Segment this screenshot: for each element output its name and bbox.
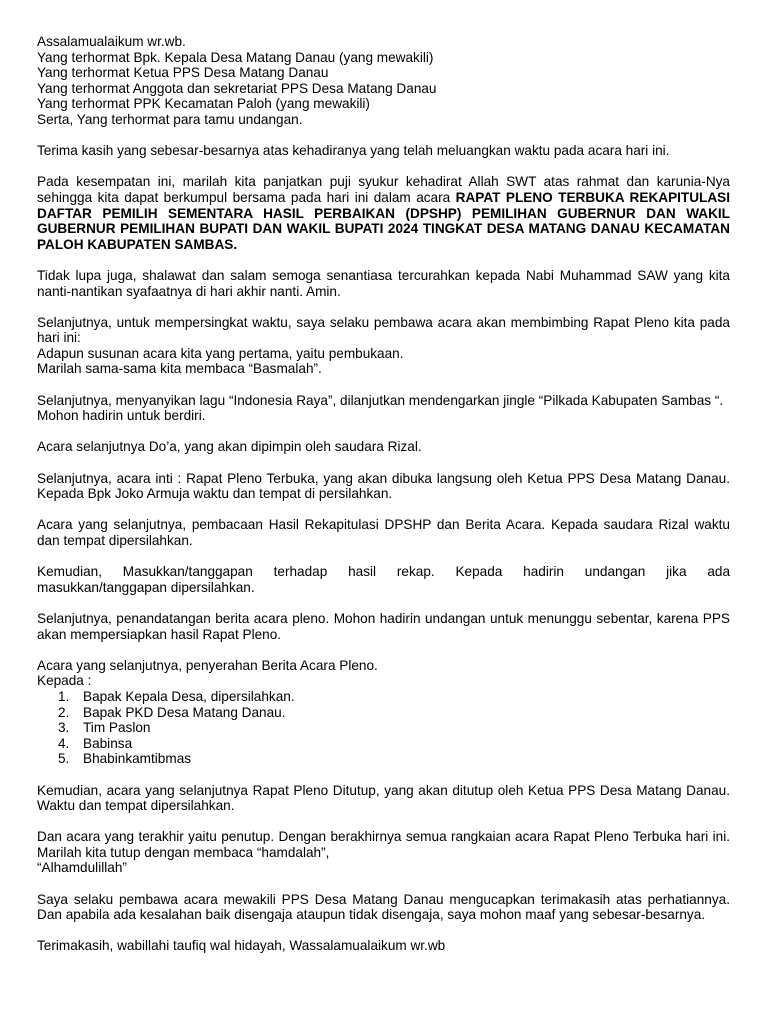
greeting-line: Yang terhormat Bpk. Kepala Desa Matang Danau (yang mewakili) [37, 49, 434, 65]
gratitude-paragraph [37, 174, 730, 252]
greeting-line: Assalamualaikum wr.wb. [37, 34, 186, 49]
opening-intro: Selanjutnya, untuk mempersingkat waktu, saya selaku pembawa acara akan membimbing Rapat Pleno kita pada hari ini: [37, 314, 730, 346]
greeting-line: Yang terhormat Anggota dan sekretariat PPS Desa Matang Danau [37, 80, 437, 96]
alhamdulillah-line: “Alhamdulillah” [37, 860, 127, 876]
closing-paragraph: Dan acara yang terakhir yaitu penutup. Dengan berakhirnya semua rangkaian acara Rapat Pleno Terbuka hari ini. Marilah kita tutup dengan membaca “hamdalah”, [37, 829, 730, 860]
signing-paragraph: Selanjutnya, penandatangan berita acara pleno. Mohon hadirin undangan untuk menunggu sebentar, karena PPS akan mempersiapkan hasil Rapat Pleno. [37, 610, 730, 642]
thanks-paragraph: Terima kasih yang sebesar-besarnya atas kehadiranya yang telah meluangkan waktu pada acara hari ini. [37, 143, 670, 159]
opening-first-item: Adapun susunan acara kita yang pertama, yaitu pembukaan. [37, 345, 404, 361]
apology-paragraph: Saya selaku pembawa acara mewakili PPS Desa Matang Danau mengucapkan terimakasih atas perhatiannya. Dan apabila ada kesalahan baik disengaja ataupun tidak disengaja, saya mohon maaf yang sebesar-besarnya. [37, 891, 730, 923]
feedback-line: masukkan/tanggapan dipersilahkan. [37, 579, 255, 595]
recipient-list [37, 689, 730, 767]
list-number: 2. [58, 704, 70, 720]
reading-paragraph: Acara yang selanjutnya, pembacaan Hasil Rekapitulasi DPSHP dan Berita Acara. Kepada saudara Rizal waktu dan tempat dipersilahkan. [37, 517, 730, 548]
list-item [58, 704, 730, 721]
list-item [58, 751, 730, 767]
feedback-paragraph [37, 564, 730, 595]
farewell-paragraph: Terimakasih, wabillahi taufiq wal hidayah, Wassalamualaikum wr.wb [37, 938, 446, 954]
greeting-line: Serta, Yang terhormat para tamu undangan. [37, 111, 303, 127]
greeting-line: Yang terhormat Ketua PPS Desa Matang Danau [37, 65, 329, 81]
list-number: 1. [58, 688, 70, 704]
list-text: Bapak PKD Desa Matang Danau. [83, 704, 286, 720]
list-text: Tim Paslon [83, 720, 151, 736]
list-item [58, 720, 730, 736]
anthem-paragraph: Selanjutnya, menyanyikan lagu “Indonesia Raya”, dilanjutkan mendengarkan jingle “Pilkada Kabupaten Sambas “. [37, 392, 724, 408]
gratitude-text: Pada kesempatan ini, marilah kita panjatkan puji syukur kehadirat Allah SWT atas rahmat dan karunia-Nya sehingga kita dapat berkumpul bersama pada hari ini dalam acara [37, 174, 730, 205]
handover-kepada: Kepada : [37, 673, 92, 689]
list-number: 5. [58, 751, 70, 767]
handover-intro: Acara yang selanjutnya, penyerahan Berita Acara Pleno. [37, 657, 378, 673]
list-text: Bapak Kepala Desa, dipersilahkan. [83, 688, 295, 704]
closing-pleno-paragraph: Kemudian, acara yang selanjutnya Rapat Pleno Ditutup, yang akan ditutup oleh Ketua PPS Desa Matang Danau. Waktu dan tempat dipersilahkan. [37, 782, 730, 814]
list-number: 3. [58, 720, 70, 736]
shalawat-paragraph: Tidak lupa juga, shalawat dan salam semoga senantiasa tercurahkan kepada Nabi Muhammad SAW yang kita nanti-nantikan syafaatnya di hari akhir nanti. Amin. [37, 267, 730, 299]
list-text: Babinsa [83, 735, 133, 751]
feedback-line: Kemudian, Masukkan/tanggapan terhadap hasil rekap. Kepada hadirin undangan jika ada [37, 564, 730, 580]
list-text: Bhabinkamtibmas [83, 751, 192, 767]
list-item [58, 735, 730, 752]
core-event-paragraph: Selanjutnya, acara inti : Rapat Pleno Terbuka, yang akan dibuka langsung oleh Ketua PPS Desa Matang Danau. Kepada Bpk Joko Armuja waktu dan tempat di persilahkan. [37, 470, 730, 502]
basmalah-instruction: Marilah sama-sama kita membaca “Basmalah”. [37, 361, 322, 377]
list-number: 4. [58, 735, 70, 751]
event-title: RAPAT PLENO TERBUKA REKAPITULASI DAFTAR PEMILIH SEMENTARA HASIL PERBAIKAN (DPSHP) PEMILIHAN GUBERNUR DAN WAKIL GUBERNUR PEMILIHAN BUPATI DAN WAKIL BUPATI 2024 TINGKAT DESA MATANG DANAU KECAMATAN PALOH KABUPATEN SAMBAS. [37, 189, 731, 252]
list-item [58, 688, 730, 705]
greeting-block [37, 34, 730, 128]
doa-paragraph: Acara selanjutnya Do’a, yang akan dipimpin oleh saudara Rizal. [37, 439, 422, 455]
greeting-line: Yang terhormat PPK Kecamatan Paloh (yang mewakili) [37, 96, 370, 112]
stand-instruction: Mohon hadirin untuk berdiri. [37, 408, 206, 424]
